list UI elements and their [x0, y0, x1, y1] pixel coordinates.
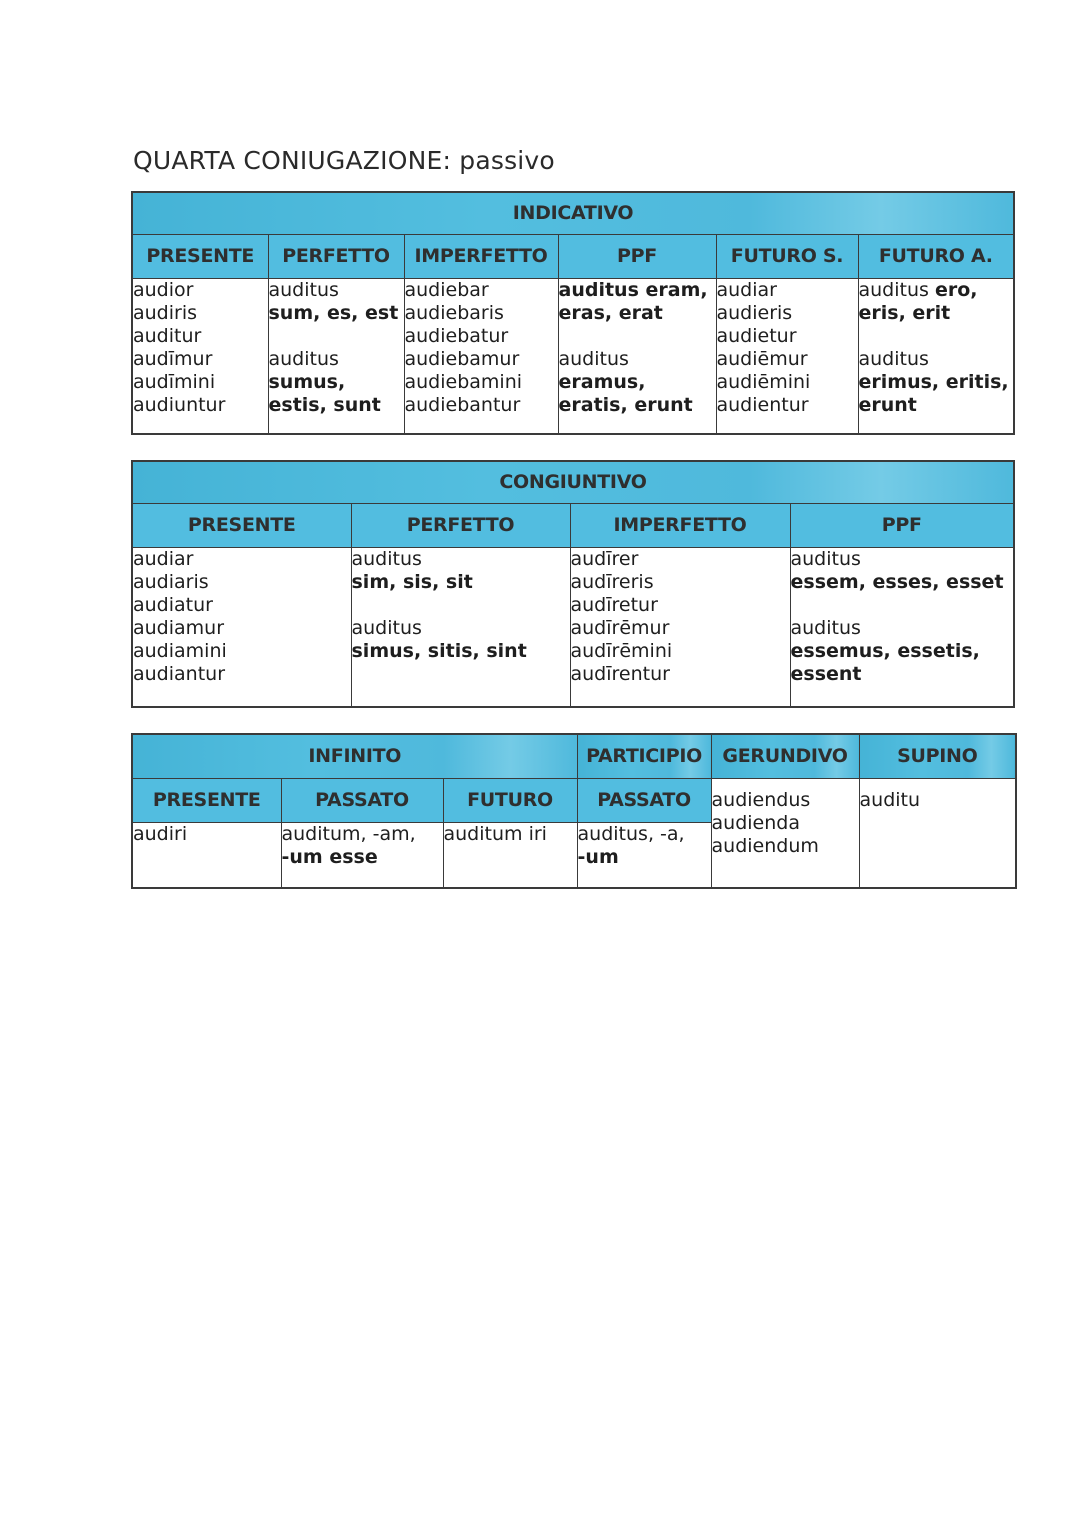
form: audīrēmini — [570, 639, 673, 662]
inf-header-passato: PASSATO — [281, 778, 443, 822]
form: essem, esses, esset — [790, 570, 1004, 593]
form: audiri — [133, 822, 188, 845]
form: audiar — [716, 278, 777, 301]
participio-group-header: PARTICIPIO — [577, 734, 711, 778]
form: audīretur — [570, 593, 658, 616]
form: audiebatur — [404, 324, 509, 347]
ind-header-perfetto: PERFETTO — [268, 234, 404, 278]
form: -um esse — [281, 845, 378, 868]
cong-presente-cell — [132, 547, 351, 707]
infinito-group-header: INFINITO — [132, 734, 577, 778]
form: audientur — [716, 393, 809, 416]
cong-perfetto-cell — [351, 547, 570, 707]
form: audienda — [711, 811, 800, 834]
form: audiebamur — [404, 347, 520, 370]
form: essent — [790, 662, 862, 685]
supino-group-header: SUPINO — [859, 734, 1016, 778]
form: auditu — [859, 788, 921, 811]
form: audiar — [133, 547, 194, 570]
congiuntivo-group-header: CONGIUNTIVO — [132, 461, 1014, 503]
form: audiris — [133, 301, 198, 324]
form: auditus — [558, 347, 629, 370]
title-main: QUARTA CONIUGAZIONE: — [133, 146, 452, 175]
ind-futuro-s-cell — [716, 278, 858, 434]
form: audīrēmur — [570, 616, 670, 639]
form: audīmur — [133, 347, 213, 370]
form: audiēmur — [716, 347, 808, 370]
ind-ppf-cell — [558, 278, 716, 434]
inf-futuro-cell — [443, 822, 577, 888]
ind-futuro-a-cell — [858, 278, 1014, 434]
form: audiebamini — [404, 370, 523, 393]
cong-ppf-cell — [790, 547, 1014, 707]
form: auditus, -a, — [577, 822, 685, 845]
inf-header-futuro: FUTURO — [443, 778, 577, 822]
inf-passato-cell — [281, 822, 443, 888]
form: erunt — [858, 393, 917, 416]
form: auditur — [133, 324, 202, 347]
form: auditum iri — [443, 822, 547, 845]
form: erimus, eritis, — [858, 370, 1009, 393]
form: auditus eram, — [558, 278, 708, 301]
form: audiebar — [404, 278, 489, 301]
part-passato-cell — [577, 822, 711, 888]
form: sim, sis, sit — [351, 570, 473, 593]
ind-header-futuro-a: FUTURO A. — [858, 234, 1014, 278]
form: eratis, erunt — [558, 393, 693, 416]
form: ero, — [934, 278, 978, 301]
form: sumus, — [268, 370, 346, 393]
cong-header-imperfetto: IMPERFETTO — [570, 503, 790, 547]
page-title — [133, 146, 555, 175]
ind-imperfetto-cell — [404, 278, 558, 434]
inf-presente-cell — [132, 822, 281, 888]
form: audiamur — [133, 616, 225, 639]
cong-header-ppf: PPF — [790, 503, 1014, 547]
ind-header-presente: PRESENTE — [132, 234, 268, 278]
form: auditus — [351, 547, 422, 570]
inf-header-presente: PRESENTE — [132, 778, 281, 822]
form: audiēmini — [716, 370, 811, 393]
ind-presente-cell — [132, 278, 268, 434]
form: auditus — [858, 278, 929, 301]
form: essemus, essetis, — [790, 639, 980, 662]
gerundivo-group-header: GERUNDIVO — [711, 734, 859, 778]
part-header-passato: PASSATO — [577, 778, 711, 822]
ind-header-imperfetto: IMPERFETTO — [404, 234, 558, 278]
indicativo-group-header: INDICATIVO — [132, 192, 1014, 234]
form: audieris — [716, 301, 793, 324]
form: auditus — [790, 616, 861, 639]
form: auditus — [790, 547, 861, 570]
cong-header-perfetto: PERFETTO — [351, 503, 570, 547]
form: eramus, — [558, 370, 646, 393]
ind-header-ppf: PPF — [558, 234, 716, 278]
form: audīrentur — [570, 662, 670, 685]
form: auditus — [268, 347, 339, 370]
form: audiuntur — [133, 393, 226, 416]
form: audiendus — [711, 788, 811, 811]
form: audiamini — [133, 639, 227, 662]
form: audīrer — [570, 547, 639, 570]
cong-header-presente: PRESENTE — [132, 503, 351, 547]
form: simus, sitis, sint — [351, 639, 527, 662]
indicativo-table — [131, 191, 1015, 435]
form: audiendum — [711, 834, 819, 857]
cong-imperfetto-cell — [570, 547, 790, 707]
form: audiatur — [133, 593, 213, 616]
form: auditum, -am, — [281, 822, 416, 845]
form: audiaris — [133, 570, 209, 593]
title-sub: passivo — [459, 146, 555, 175]
form: sum, es, est — [268, 301, 399, 324]
form: audiebaris — [404, 301, 504, 324]
form: auditus — [351, 616, 422, 639]
supino-cell — [859, 778, 1016, 888]
form: audietur — [716, 324, 797, 347]
form: estis, sunt — [268, 393, 381, 416]
form: audiantur — [133, 662, 226, 685]
form: auditus — [858, 347, 929, 370]
form: auditus — [268, 278, 339, 301]
form: -um — [577, 845, 619, 868]
ind-header-futuro-s: FUTURO S. — [716, 234, 858, 278]
gerundivo-cell — [711, 778, 859, 888]
form: audīreris — [570, 570, 654, 593]
ind-perfetto-cell — [268, 278, 404, 434]
form: audior — [133, 278, 194, 301]
forme-nominali-table — [131, 733, 1017, 889]
form: audiebantur — [404, 393, 521, 416]
form: audīmini — [133, 370, 216, 393]
congiuntivo-table — [131, 460, 1015, 708]
form: eris, erit — [858, 301, 951, 324]
form: eras, erat — [558, 301, 663, 324]
